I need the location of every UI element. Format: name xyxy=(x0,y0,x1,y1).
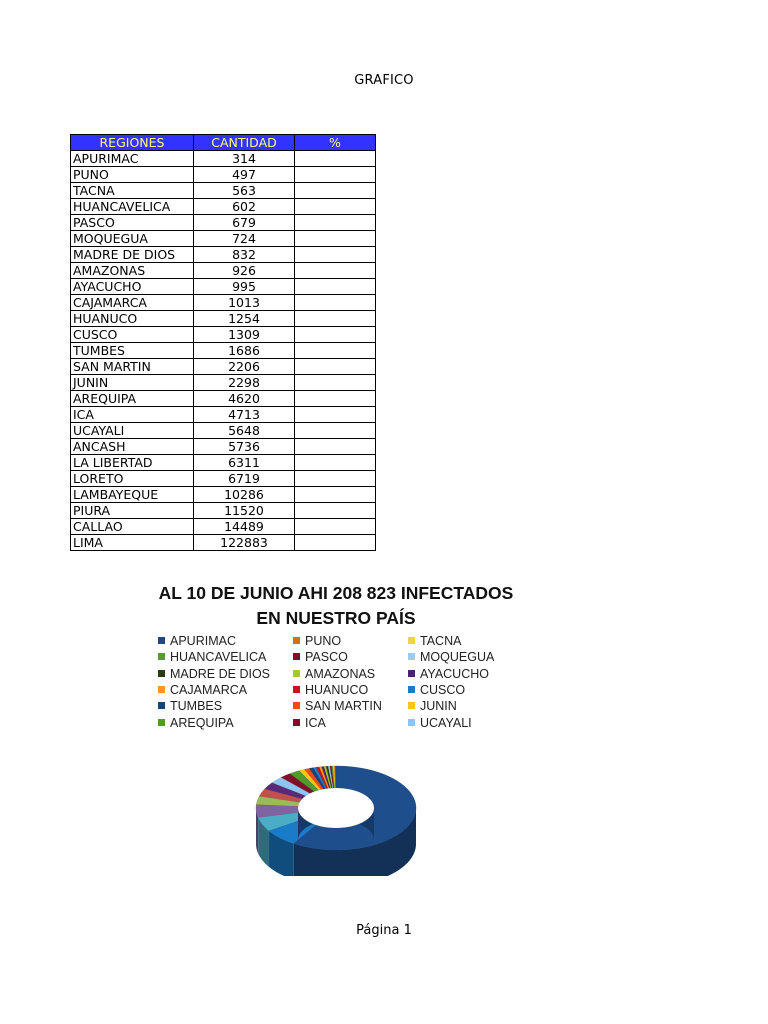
cantidad-cell: 122883 xyxy=(194,535,295,551)
region-cell: TUMBES xyxy=(71,343,194,359)
table-header-row xyxy=(71,135,376,151)
percent-cell xyxy=(295,391,376,407)
cantidad-cell: 6311 xyxy=(194,455,295,471)
region-cell: CAJAMARCA xyxy=(71,295,194,311)
legend-swatch xyxy=(158,637,165,644)
legend-swatch xyxy=(293,686,300,693)
region-cell: HUANUCO xyxy=(71,311,194,327)
cantidad-cell: 1013 xyxy=(194,295,295,311)
region-cell: LIMA xyxy=(71,535,194,551)
table-row xyxy=(71,279,376,295)
table-row xyxy=(71,343,376,359)
legend-swatch xyxy=(158,719,165,726)
legend-swatch xyxy=(408,702,415,709)
legend-swatch xyxy=(293,702,300,709)
table-row xyxy=(71,151,376,167)
legend-label: AYACUCHO xyxy=(420,666,489,681)
legend-swatch xyxy=(408,653,415,660)
cantidad-cell: 497 xyxy=(194,167,295,183)
legend-label: CAJAMARCA xyxy=(170,682,248,697)
legend-swatch xyxy=(408,686,415,693)
region-cell: CALLAO xyxy=(71,519,194,535)
table-row xyxy=(71,263,376,279)
table-row xyxy=(71,311,376,327)
cantidad-cell: 4713 xyxy=(194,407,295,423)
table-row xyxy=(71,375,376,391)
percent-cell xyxy=(295,199,376,215)
legend-item xyxy=(158,682,247,698)
legend-label: PASCO xyxy=(305,650,348,665)
region-cell: HUANCAVELICA xyxy=(71,199,194,215)
cantidad-cell: 1254 xyxy=(194,311,295,327)
cantidad-cell: 314 xyxy=(194,151,295,167)
table-row xyxy=(71,439,376,455)
legend-item xyxy=(408,682,465,698)
table-row xyxy=(71,215,376,231)
legend-label: TACNA xyxy=(420,634,462,648)
regions-table xyxy=(70,134,376,551)
legend-label: HUANCAVELICA xyxy=(170,650,267,665)
legend-swatch xyxy=(293,719,300,726)
legend-swatch xyxy=(293,670,300,677)
cantidad-cell: 995 xyxy=(194,279,295,295)
table-row xyxy=(71,487,376,503)
legend-label: TUMBES xyxy=(170,699,223,714)
cantidad-cell: 6719 xyxy=(194,471,295,487)
region-cell: JUNIN xyxy=(71,375,194,391)
region-cell: PUNO xyxy=(71,167,194,183)
legend-label: SAN MARTIN xyxy=(305,699,382,714)
percent-cell xyxy=(295,439,376,455)
legend-item xyxy=(293,698,382,714)
percent-cell xyxy=(295,167,376,183)
page-title: GRAFICO xyxy=(354,73,414,88)
cantidad-cell: 602 xyxy=(194,199,295,215)
chart-title-line1: AL 10 DE JUNIO AHI 208 823 INFECTADOS xyxy=(158,583,514,603)
legend-item xyxy=(158,666,270,682)
legend-label: UCAYALI xyxy=(420,715,472,730)
region-cell: MOQUEGUA xyxy=(71,231,194,247)
region-cell: LA LIBERTAD xyxy=(71,455,194,471)
cantidad-cell: 832 xyxy=(194,247,295,263)
column-header-regiones: REGIONES xyxy=(71,135,194,151)
legend-label: MOQUEGUA xyxy=(420,650,495,665)
legend-label: AREQUIPA xyxy=(170,715,234,730)
legend-swatch xyxy=(158,702,165,709)
cantidad-cell: 563 xyxy=(194,183,295,199)
percent-cell xyxy=(295,487,376,503)
percent-cell xyxy=(295,503,376,519)
cantidad-cell: 5736 xyxy=(194,439,295,455)
percent-cell xyxy=(295,263,376,279)
table-row xyxy=(71,359,376,375)
region-cell: APURIMAC xyxy=(71,151,194,167)
cantidad-cell: 14489 xyxy=(194,519,295,535)
percent-cell xyxy=(295,407,376,423)
percent-cell xyxy=(295,215,376,231)
legend-label: PUNO xyxy=(305,634,342,648)
table-row xyxy=(71,327,376,343)
legend-label: AMAZONAS xyxy=(305,666,376,681)
percent-cell xyxy=(295,295,376,311)
chart-area xyxy=(150,576,522,876)
table-body xyxy=(71,151,376,551)
region-cell: LAMBAYEQUE xyxy=(71,487,194,503)
percent-cell xyxy=(295,311,376,327)
region-cell: PIURA xyxy=(71,503,194,519)
legend-swatch xyxy=(293,653,300,660)
percent-cell xyxy=(295,151,376,167)
legend-item xyxy=(408,649,494,665)
legend-item xyxy=(293,649,348,665)
legend-swatch xyxy=(408,637,415,644)
percent-cell xyxy=(295,519,376,535)
cantidad-cell: 679 xyxy=(194,215,295,231)
legend-item xyxy=(408,633,461,649)
donut-hole xyxy=(298,788,374,828)
cantidad-cell: 10286 xyxy=(194,487,295,503)
table-row xyxy=(71,295,376,311)
legend-item xyxy=(293,666,375,682)
legend-label: ICA xyxy=(305,715,326,730)
cantidad-cell: 926 xyxy=(194,263,295,279)
percent-cell xyxy=(295,327,376,343)
percent-cell xyxy=(295,535,376,551)
region-cell: PASCO xyxy=(71,215,194,231)
cantidad-cell: 11520 xyxy=(194,503,295,519)
region-cell: AMAZONAS xyxy=(71,263,194,279)
page-number: Página 1 xyxy=(356,923,412,938)
table-row xyxy=(71,231,376,247)
legend-swatch xyxy=(408,670,415,677)
percent-cell xyxy=(295,183,376,199)
legend-label: CUSCO xyxy=(420,682,466,697)
legend-item xyxy=(408,715,472,731)
region-cell: AYACUCHO xyxy=(71,279,194,295)
region-cell: AREQUIPA xyxy=(71,391,194,407)
percent-cell xyxy=(295,279,376,295)
table-row xyxy=(71,503,376,519)
percent-cell xyxy=(295,359,376,375)
legend-swatch xyxy=(408,719,415,726)
table-row xyxy=(71,519,376,535)
percent-cell xyxy=(295,231,376,247)
percent-cell xyxy=(295,455,376,471)
legend-label: APURIMAC xyxy=(170,634,236,648)
table-row xyxy=(71,471,376,487)
cantidad-cell: 5648 xyxy=(194,423,295,439)
legend-swatch xyxy=(293,637,300,644)
legend-item xyxy=(293,682,368,698)
cantidad-cell: 1686 xyxy=(194,343,295,359)
table-row xyxy=(71,391,376,407)
region-cell: LORETO xyxy=(71,471,194,487)
region-cell: UCAYALI xyxy=(71,423,194,439)
cantidad-cell: 4620 xyxy=(194,391,295,407)
chart-title-line2: EN NUESTRO PAÍS xyxy=(256,608,416,628)
legend-item xyxy=(158,633,236,649)
region-cell: TACNA xyxy=(71,183,194,199)
percent-cell xyxy=(295,471,376,487)
legend-item xyxy=(408,666,489,682)
table-row xyxy=(71,247,376,263)
table-row xyxy=(71,167,376,183)
cantidad-cell: 2206 xyxy=(194,359,295,375)
table-row xyxy=(71,455,376,471)
table-row xyxy=(71,183,376,199)
cantidad-cell: 1309 xyxy=(194,327,295,343)
column-header-percent: % xyxy=(295,135,376,151)
percent-cell xyxy=(295,423,376,439)
region-cell: MADRE DE DIOS xyxy=(71,247,194,263)
legend-swatch xyxy=(158,686,165,693)
legend-item xyxy=(408,698,457,714)
legend-item xyxy=(158,698,222,714)
region-cell: ICA xyxy=(71,407,194,423)
region-cell: CUSCO xyxy=(71,327,194,343)
table-row xyxy=(71,199,376,215)
legend-label: HUANUCO xyxy=(305,682,369,697)
cantidad-cell: 724 xyxy=(194,231,295,247)
table-row xyxy=(71,407,376,423)
legend-item xyxy=(293,633,341,649)
percent-cell xyxy=(295,247,376,263)
table-row xyxy=(71,535,376,551)
legend-item xyxy=(293,715,326,731)
region-cell: SAN MARTIN xyxy=(71,359,194,375)
legend-label: MADRE DE DIOS xyxy=(170,666,271,681)
legend-swatch xyxy=(158,653,165,660)
percent-cell xyxy=(295,343,376,359)
cantidad-cell: 2298 xyxy=(194,375,295,391)
percent-cell xyxy=(295,375,376,391)
legend-item xyxy=(158,649,266,665)
legend-swatch xyxy=(158,670,165,677)
legend-label: JUNIN xyxy=(420,699,457,714)
table-row xyxy=(71,423,376,439)
legend-item xyxy=(158,715,234,731)
region-cell: ANCASH xyxy=(71,439,194,455)
column-header-cantidad: CANTIDAD xyxy=(194,135,295,151)
